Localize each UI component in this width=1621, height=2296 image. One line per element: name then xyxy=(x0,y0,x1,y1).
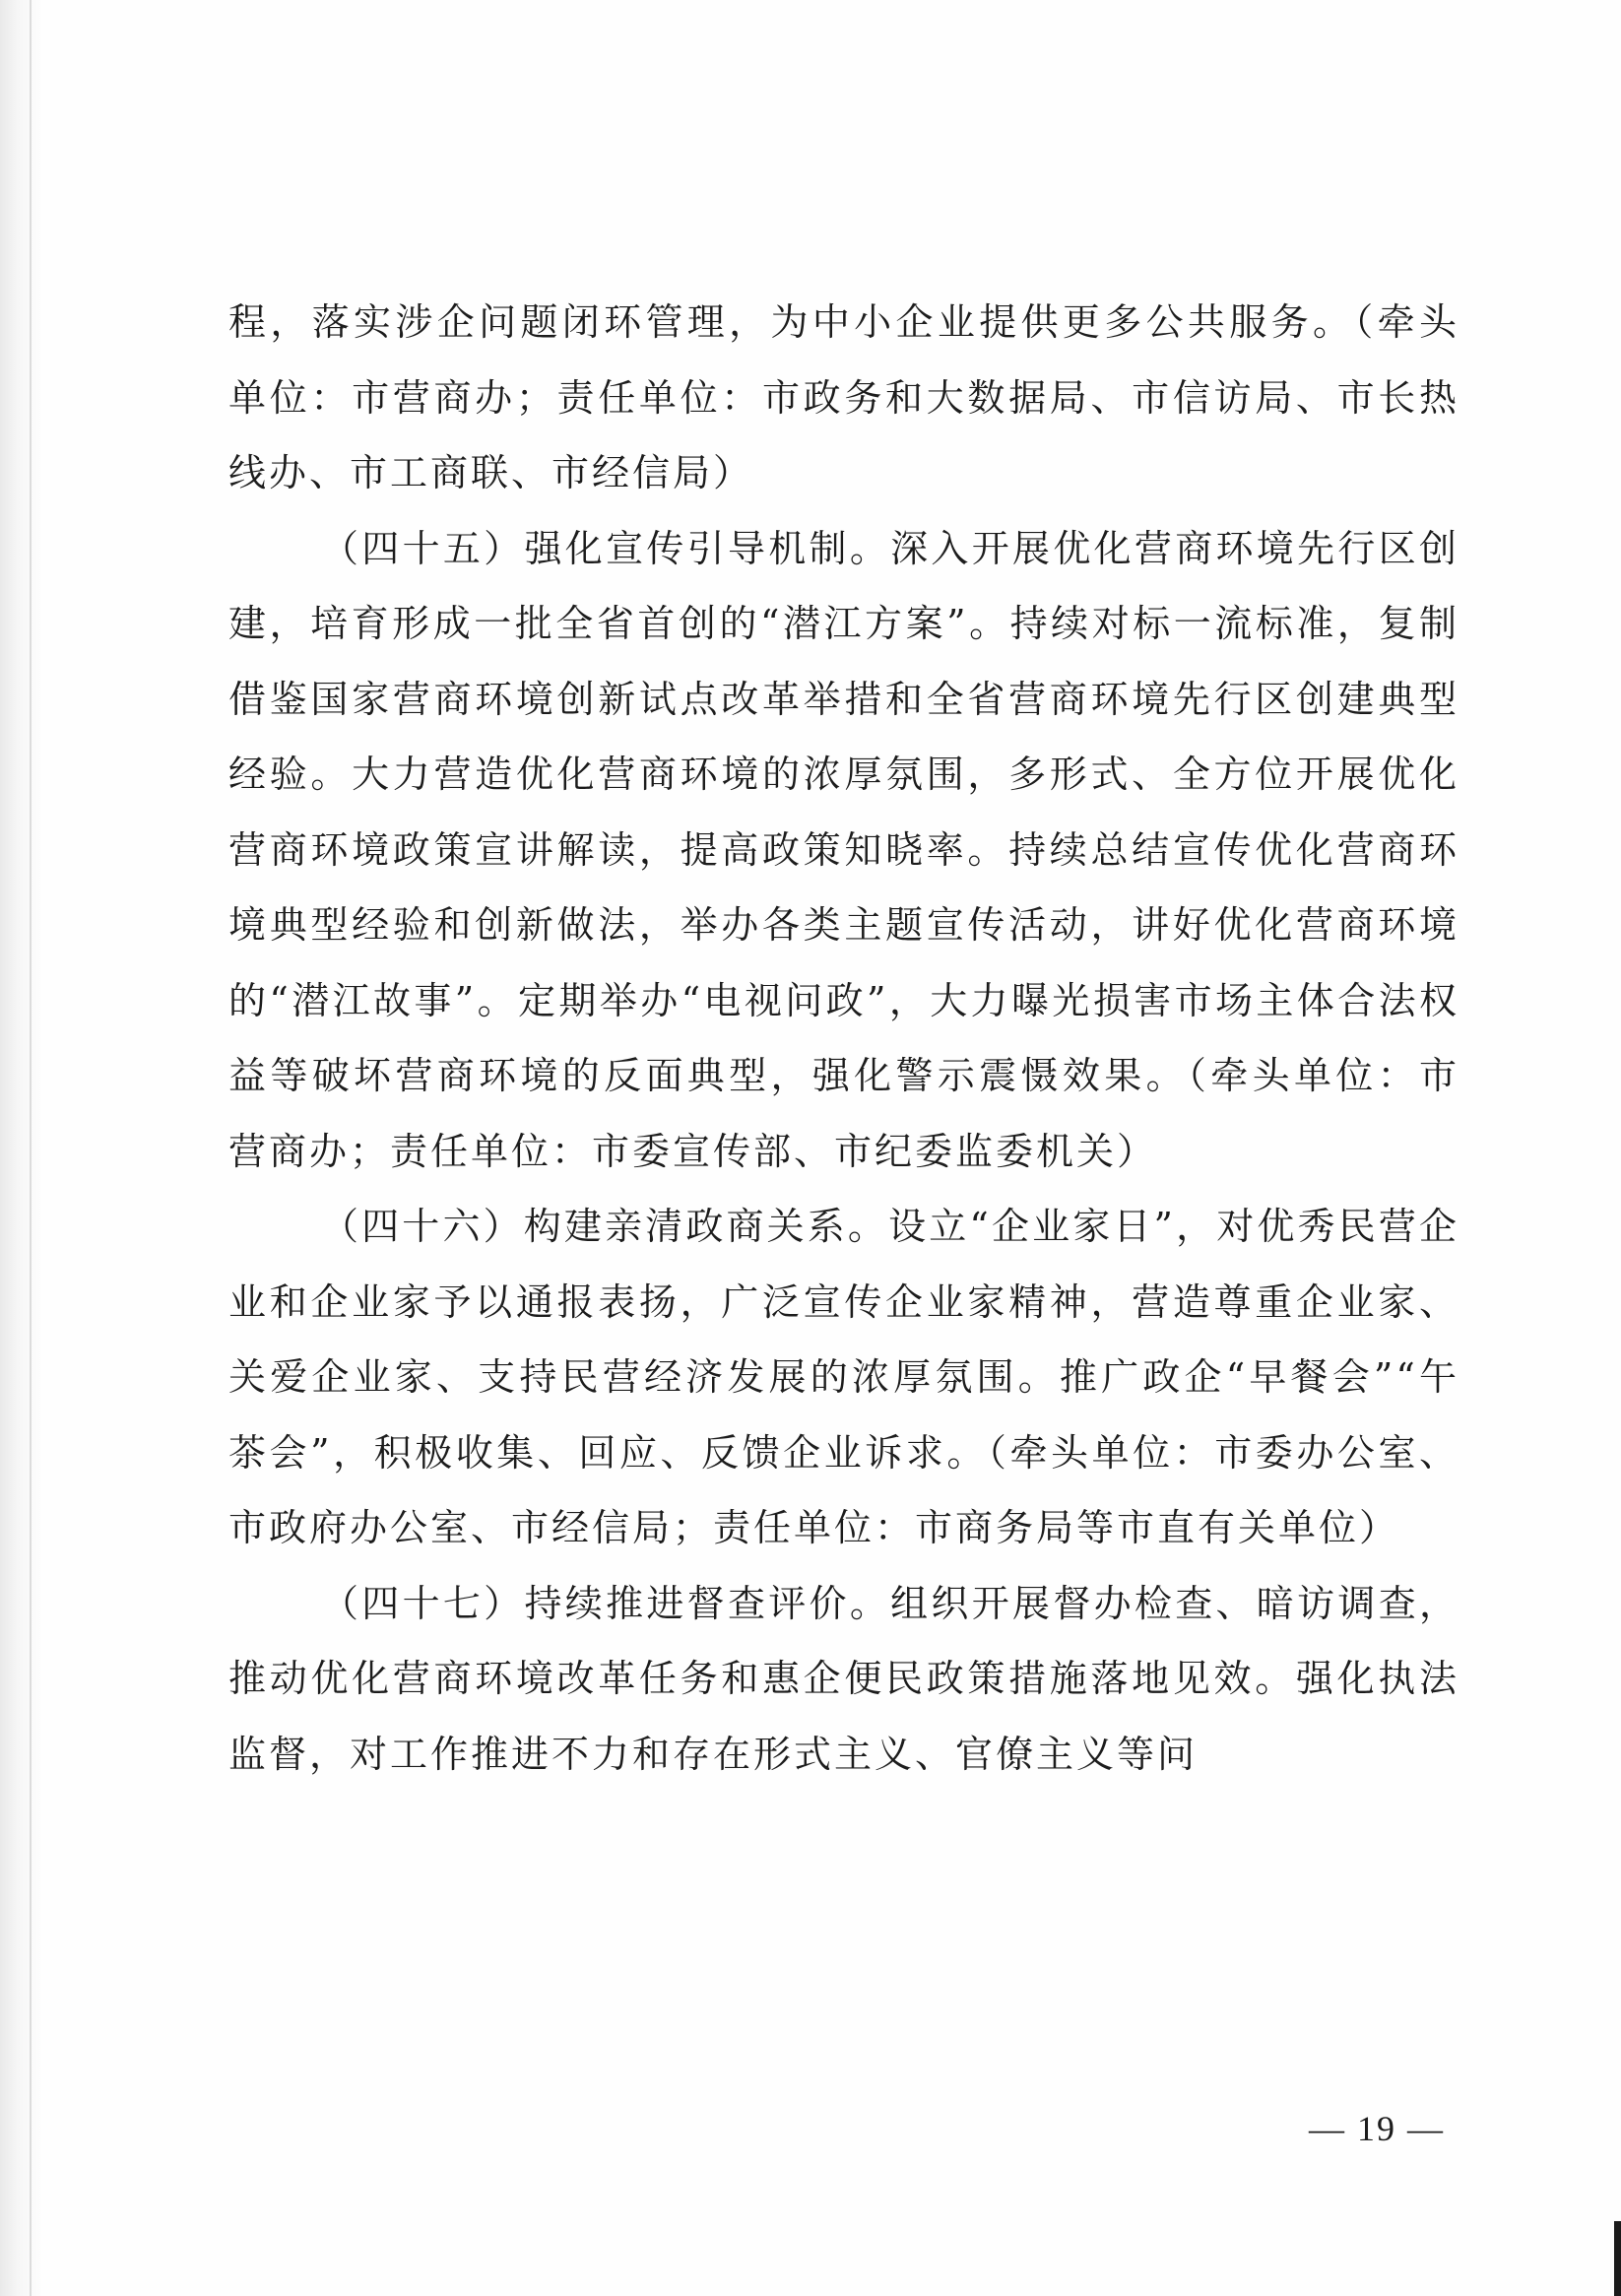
paragraph-46: （四十六）构建亲清政商关系。设立“企业家日”，对优秀民营企业和企业家予以通报表扬，广泛宣传企业家精神，营造尊重企业家、关爱企业家、支持民营经济发展的浓厚氛围。推广政企“早餐会”“午茶会”，积极收集、回应、反馈企业诉求。（牵头单位：市委办公室、市政府办公室、市经信局；责任单位：市商务局等市直有关单位） xyxy=(228,1205,1459,1549)
paragraph-45: （四十五）强化宣传引导机制。深入开展优化营商环境先行区创建，培育形成一批全省首创的“潜江方案”。持续对标一流标准，复制借鉴国家营商环境创新试点改革举措和全省营商环境先行区创建典型经验。大力营造优化营商环境的浓厚氛围，多形式、全方位开展优化营商环境政策宣讲解读，提高政策知晓率。持续总结宣传优化营商环境典型经验和创新做法，举办各类主题宣传活动，讲好优化营商环境的“潜江故事”。定期举办“电视问政”，大力曝光损害市场主体合法权益等破坏营商环境的反面典型，强化警示震慑效果。（牵头单位：市营商办；责任单位：市委宣传部、市纪委监委机关） xyxy=(228,526,1459,1173)
page-number: — 19 — xyxy=(1309,2109,1445,2148)
binding-edge xyxy=(0,0,41,2296)
binding-line xyxy=(30,0,32,2296)
paragraph-continuation: 程，落实涉企问题闭环管理，为中小企业提供更多公共服务。（牵头单位：市营商办；责任单位：市政务和大数据局、市信访局、市长热线办、市工商联、市经信局） xyxy=(228,300,1459,494)
paragraph-47: （四十七）持续推进督查评价。组织开展督办检查、暗访调查，推动优化营商环境改革任务和惠企便民政策措施落地见效。强化执法监督，对工作推进不力和存在形式主义、官僚主义等问 xyxy=(228,1581,1459,1776)
scan-edge-mark xyxy=(1614,2221,1621,2296)
body-text xyxy=(228,285,1459,1792)
